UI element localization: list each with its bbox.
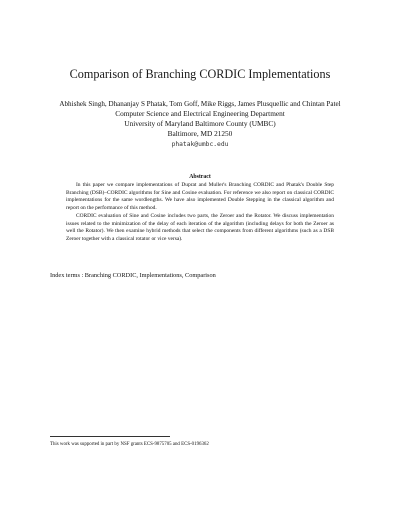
contact-email: phatak@umbc.edu [171,141,229,148]
abstract-paragraph: CORDIC evaluation of Sine and Cosine includes two parts, the Zeroer and the Rotator. We discuss implementation issues related to the minimization of the delay of each iteration of the algorithm (including delays for both the Zeroer as well the Rotator). We then examine hybrid methods that select the components from different algorithms (such as a DSB Zeroer together with a classical rotator or vice versa). [66,212,334,242]
abstract-heading: Abstract [189,174,211,180]
index-terms: Index terms : Branching CORDIC, Implementations, Comparison [50,272,216,279]
author-list: Abhishek Singh, Dhananjay S Phatak, Tom Goff, Mike Riggs, James Plusquellic and Chintan Patel [59,100,341,108]
funding-footnote: This work was supported in part by NSF grants ECS-9875705 and ECS-0196362 [50,442,209,447]
abstract-paragraph: In this paper we compare implementations of Duprat and Muller's Branching CORDIC and Phatak's Double Step Branching (DSB)–CORDIC algorithms for Sine and Cosine evaluation. For reference we also report on classical CORDIC implementations for the same wordlengths. We have also implemented Double Stepping in the classical algorithm and report on the performance of this method. [66,182,334,212]
affiliation-city: Baltimore, MD 21250 [167,129,233,138]
affiliation-department: Computer Science and Electrical Engineering Department [115,109,285,118]
paper-title: Comparison of Branching CORDIC Implementations [69,67,331,81]
footnote-divider [50,436,170,437]
affiliation-university: University of Maryland Baltimore County (UMBC) [124,119,276,128]
abstract-body [66,182,334,244]
